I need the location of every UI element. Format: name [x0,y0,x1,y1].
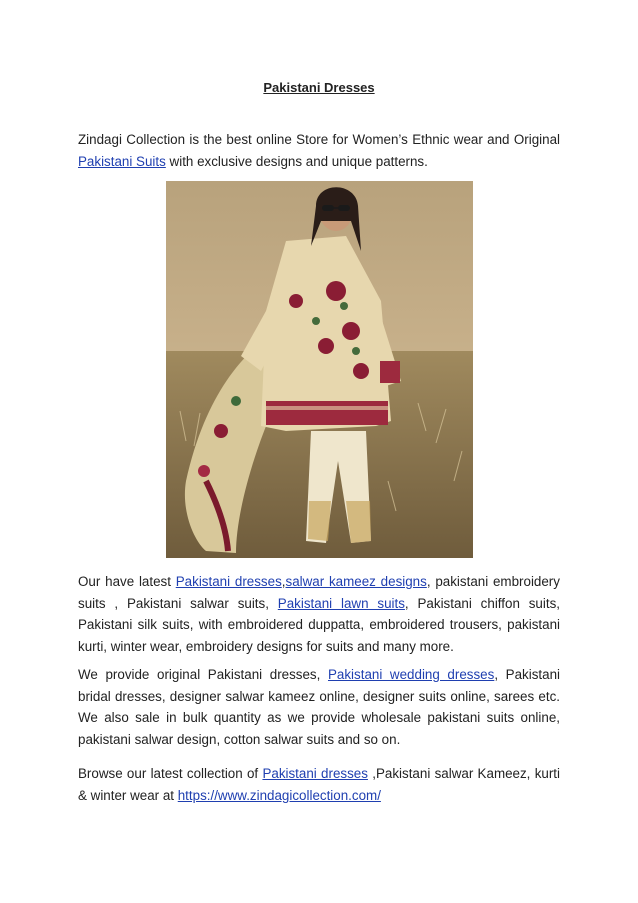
p3-text-2: ,Pakistani salwar Kameez, kurti & winter wear at [78,766,560,803]
pakistani-dresses-link-2[interactable]: Pakistani dresses [262,766,368,781]
intro-text-1: Zindagi Collection is the best online Store for Women’s Ethnic wear and Original [78,132,560,147]
pakistani-dresses-link[interactable]: Pakistani dresses [175,574,282,589]
paragraph-latest-products [78,571,560,657]
paragraph-original-dresses [78,664,560,750]
p1-text-4: , Pakistani chiffon suits, Pakistani silk suits, with embroidered duppatta, embroidered trousers, pakistani kurti, winter wear, embroidery designs for suits and many more. [78,595,560,654]
intro-paragraph [78,129,560,172]
p1-text-2: , [281,574,286,589]
paragraph-browse-collection [78,763,560,806]
intro-text-2: with exclusive designs and unique patterns. [165,153,428,169]
p1-text-3: , pakistani embroidery suits , Pakistani salwar suits, [78,574,560,611]
pakistani-lawn-suits-link[interactable]: Pakistani lawn suits [277,595,405,611]
p3-text-1: Browse our latest collection of [78,766,263,781]
pakistani-wedding-dresses-link[interactable]: Pakistani wedding dresses [327,667,495,682]
zindagi-collection-url-link[interactable]: https://www.zindagicollection.com/ [177,787,381,803]
page-title: Pakistani Dresses [263,80,375,95]
p2-text-1: We provide original Pakistani dresses, [78,667,328,682]
pakistani-suits-link[interactable]: Pakistani Suits [78,153,166,169]
model-photo [166,181,473,558]
p2-text-2: , Pakistani bridal dresses, designer salwar kameez online, designer suits online, sarees etc. We also sale in bulk quantity as we provide wholesale pakistani suits online, pakistani salwar design, cotton salwar suits and so on. [78,667,561,747]
salwar-kameez-designs-link[interactable]: salwar kameez designs [285,574,427,589]
p1-text-1: Our have latest [78,574,176,589]
